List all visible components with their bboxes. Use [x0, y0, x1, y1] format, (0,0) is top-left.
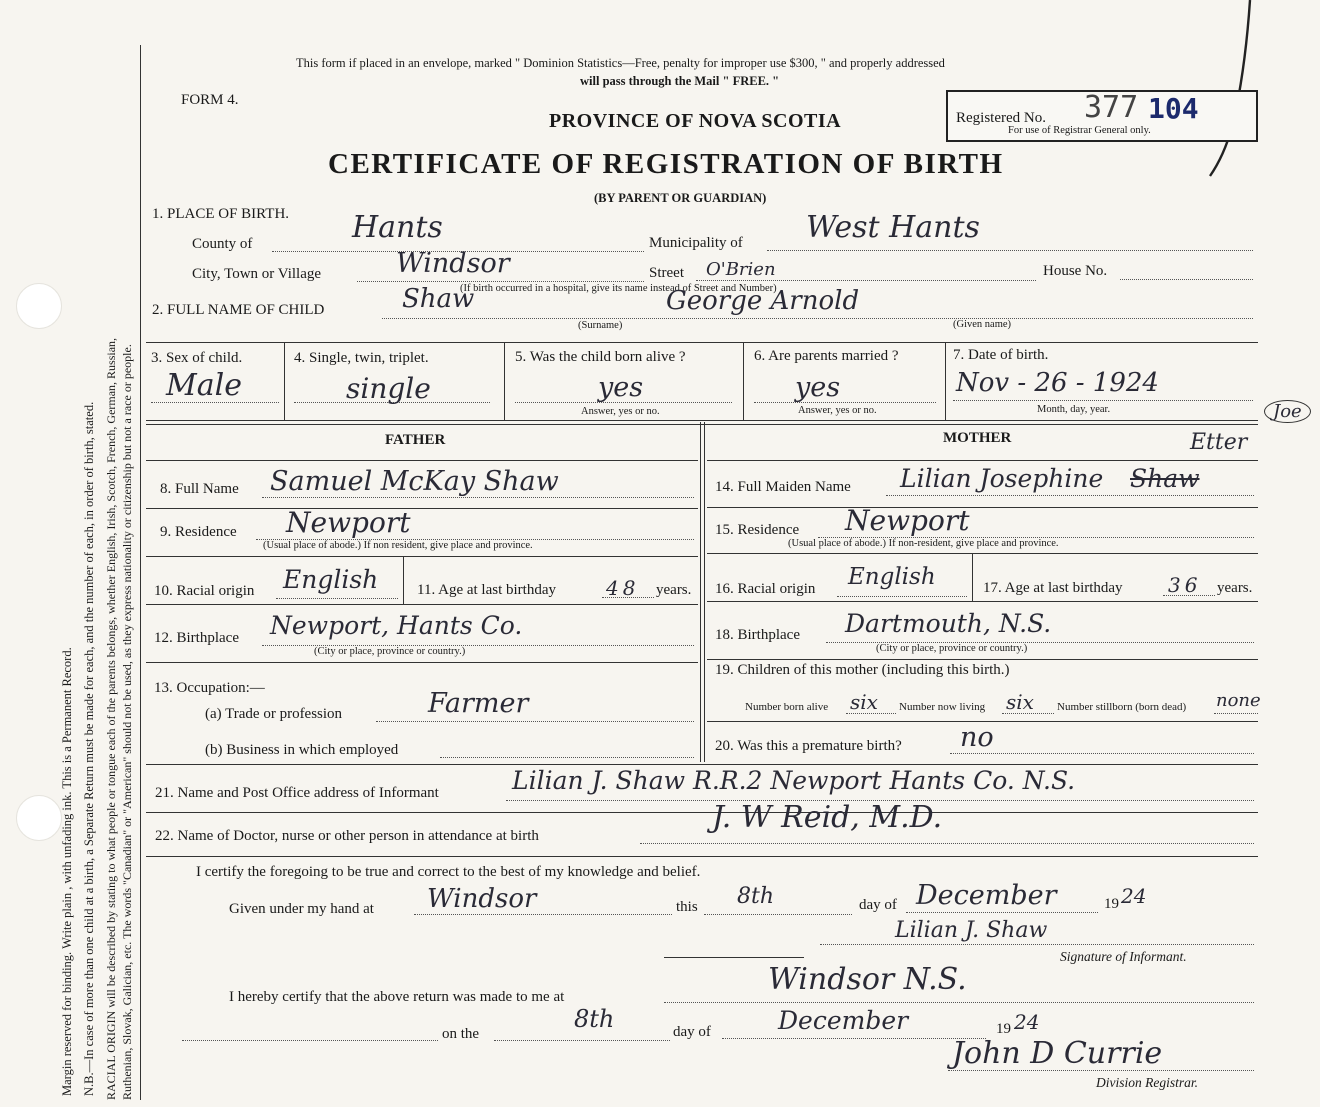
registrar-place-value: Windsor N.S. — [768, 962, 967, 997]
registrar-day-of-label: day of — [673, 1024, 711, 1040]
certify-year-value: 24 — [1121, 884, 1147, 908]
born-alive-caption: Answer, yes or no. — [581, 406, 660, 417]
given-under-hand-label: Given under my hand at — [229, 901, 374, 917]
stillborn-value: none — [1216, 690, 1261, 711]
margin-note-1: Margin reserved for binding. Write plain , with unfading ink. This is a Permanent Record. — [60, 647, 74, 1096]
mother-age-value: 36 — [1168, 573, 1202, 597]
registrar-on-the-label: on the — [442, 1026, 480, 1042]
margin-note-3: RACIAL ORIGIN will be described by stating to what people or tongue each of the parents belongs, whether English, Irish, Scotch, French, German, Russian, — [104, 337, 118, 1100]
province-heading: PROVINCE OF NOVA SCOTIA — [549, 110, 842, 132]
registered-no-label: Registered No. — [956, 110, 1046, 126]
county-label: County of — [192, 236, 253, 252]
form-left-border — [140, 45, 141, 1100]
father-residence-label: 9. Residence — [160, 524, 237, 540]
mother-age-label: 17. Age at last birthday — [983, 580, 1123, 596]
plurality-label: 4. Single, twin, triplet. — [294, 350, 429, 366]
sex-value: Male — [166, 368, 242, 403]
mother-residence-note: (Usual place of abode.) If non-resident, give place and province. — [788, 538, 1059, 549]
municipality-value: West Hants — [806, 210, 980, 245]
born-alive-count-value: six — [850, 690, 878, 714]
registrar-day-value: 8th — [574, 1005, 615, 1033]
date-of-birth-caption: Month, day, year. — [1037, 404, 1111, 415]
certify-place-value: Windsor — [427, 884, 537, 914]
parents-married-label: 6. Are parents married ? — [754, 348, 899, 364]
margin-note-2: N.B.—In case of more than one child at a birth, a Separate Return must be made for each, and the number of each, in order of birth, stated. — [82, 401, 96, 1096]
registrar-year-value: 24 — [1014, 1010, 1040, 1034]
informant-signature: Lilian J. Shaw — [895, 918, 1048, 943]
registrar-year-prefix: 19 — [996, 1021, 1011, 1037]
father-birthplace-value: Newport, Hants Co. — [270, 611, 523, 640]
form-number: FORM 4. — [181, 92, 239, 108]
municipality-label: Municipality of — [649, 235, 743, 251]
parents-married-caption: Answer, yes or no. — [798, 405, 877, 416]
child-name-label: 2. FULL NAME OF CHILD — [152, 302, 325, 318]
punch-hole-bottom — [16, 795, 62, 841]
father-age-label: 11. Age at last birthday — [417, 582, 556, 598]
street-label: Street — [649, 265, 684, 281]
parents-married-value: yes — [795, 372, 841, 403]
mother-residence-label: 15. Residence — [715, 522, 800, 538]
mother-annotation-top: Joe — [1264, 400, 1311, 423]
city-value: Windsor — [396, 248, 510, 279]
date-of-birth-value: Nov - 26 - 1924 — [956, 368, 1159, 398]
hospital-note: (If birth occurred in a hospital, give its name instead of Street and Number) — [460, 283, 777, 294]
father-age-years: years. — [656, 582, 692, 598]
mother-heading: MOTHER — [943, 430, 1012, 446]
mother-birthplace-value: Dartmouth, N.S. — [845, 609, 1052, 638]
house-no-label: House No. — [1043, 263, 1108, 279]
mother-race-value: English — [848, 564, 936, 590]
child-surname-value: Shaw — [402, 284, 475, 314]
postal-notice-line1: This form if placed in an envelope, marked " Dominion Statistics—Free, penalty for improper use $300, " and properly addressed — [296, 56, 945, 70]
registration-box — [946, 90, 1258, 142]
mother-age-years: years. — [1217, 580, 1253, 596]
mother-name-value: Lilian Josephine — [900, 464, 1104, 493]
street-value: O'Brien — [706, 259, 776, 280]
occupation-label: 13. Occupation:— — [154, 680, 265, 696]
business-label: (b) Business in which employed — [205, 742, 399, 758]
father-residence-value: Newport — [286, 506, 411, 539]
father-birthplace-note: (City or place, province or country.) — [314, 646, 466, 657]
date-of-birth-label: 7. Date of birth. — [953, 347, 1049, 363]
registrar-signature: John D Currie — [952, 1036, 1163, 1071]
doctor-value: J. W Reid, M.D. — [712, 800, 943, 835]
registered-no-number: 104 — [1148, 92, 1199, 125]
children-of-mother-label: 19. Children of this mother (including this birth.) — [715, 662, 1010, 678]
certify-month-value: December — [916, 880, 1057, 911]
registrar-certify-text: I hereby certify that the above return was made to me at — [229, 989, 565, 1005]
born-alive-label: 5. Was the child born alive ? — [515, 349, 686, 365]
born-alive-count-label: Number born alive — [745, 701, 829, 713]
certify-day-value: 8th — [737, 884, 775, 909]
mother-race-label: 16. Racial origin — [715, 581, 816, 597]
city-label: City, Town or Village — [192, 266, 322, 282]
mother-birthplace-note: (City or place, province or country.) — [876, 643, 1028, 654]
punch-hole-top — [16, 283, 62, 329]
informant-value: Lilian J. Shaw R.R.2 Newport Hants Co. N.S. — [512, 766, 1076, 795]
mother-annotation: Etter — [1190, 430, 1248, 455]
father-race-value: English — [283, 565, 379, 594]
stillborn-label: Number stillborn (born dead) — [1057, 701, 1187, 713]
given-caption: (Given name) — [953, 319, 1012, 330]
mother-residence-value: Newport — [845, 504, 970, 537]
father-name-label: 8. Full Name — [160, 481, 239, 497]
certify-this-label: this — [676, 899, 698, 915]
sex-label: 3. Sex of child. — [151, 350, 243, 366]
county-value: Hants — [352, 210, 443, 245]
informant-signature-caption: Signature of Informant. — [1060, 949, 1187, 964]
postal-notice-line2: will pass through the Mail " FREE. " — [580, 74, 780, 88]
plurality-value: single — [346, 372, 431, 405]
father-residence-note: (Usual place of abode.) If non resident, give place and province. — [263, 540, 533, 551]
father-race-label: 10. Racial origin — [154, 583, 255, 599]
margin-note-4: Ruthenian, Slovak, Galician, etc. The words "Canadian" or "American" should not be used, as they express nationality or citizenship but not a race or people. — [120, 344, 134, 1100]
mother-name-label: 14. Full Maiden Name — [715, 479, 851, 495]
mother-birthplace-label: 18. Birthplace — [715, 627, 800, 643]
father-age-value: 48 — [606, 576, 640, 600]
premature-label: 20. Was this a premature birth? — [715, 738, 902, 754]
father-name-value: Samuel McKay Shaw — [270, 466, 559, 497]
place-of-birth-label: 1. PLACE OF BIRTH. — [152, 206, 290, 222]
registrar-use-note: For use of Registrar General only. — [1008, 125, 1151, 136]
father-heading: FATHER — [385, 432, 446, 448]
now-living-label: Number now living — [899, 701, 986, 713]
trade-value: Farmer — [428, 688, 529, 719]
child-given-value: George Arnold — [666, 286, 860, 316]
informant-label: 21. Name and Post Office address of Informant — [155, 785, 439, 801]
certificate-title: CERTIFICATE OF REGISTRATION OF BIRTH — [328, 148, 1004, 180]
registrar-month-value: December — [778, 1006, 909, 1035]
surname-caption: (Surname) — [578, 320, 623, 331]
certificate-subtitle: (BY PARENT OR GUARDIAN) — [594, 191, 767, 205]
born-alive-value: yes — [598, 372, 644, 403]
now-living-value: six — [1006, 690, 1034, 714]
father-birthplace-label: 12. Birthplace — [154, 630, 239, 646]
premature-value: no — [960, 722, 994, 753]
certify-text: I certify the foregoing to be true and correct to the best of my knowledge and belief. — [196, 864, 701, 880]
doctor-label: 22. Name of Doctor, nurse or other person in attendance at birth — [155, 828, 539, 844]
certify-year-prefix: 19 — [1104, 896, 1119, 912]
trade-label: (a) Trade or profession — [205, 706, 343, 722]
mother-name-struck: Shaw — [1130, 464, 1200, 493]
certify-day-of-label: day of — [859, 897, 897, 913]
registered-no-stamp: 377 — [1084, 90, 1139, 125]
registrar-caption: Division Registrar. — [1096, 1075, 1199, 1090]
